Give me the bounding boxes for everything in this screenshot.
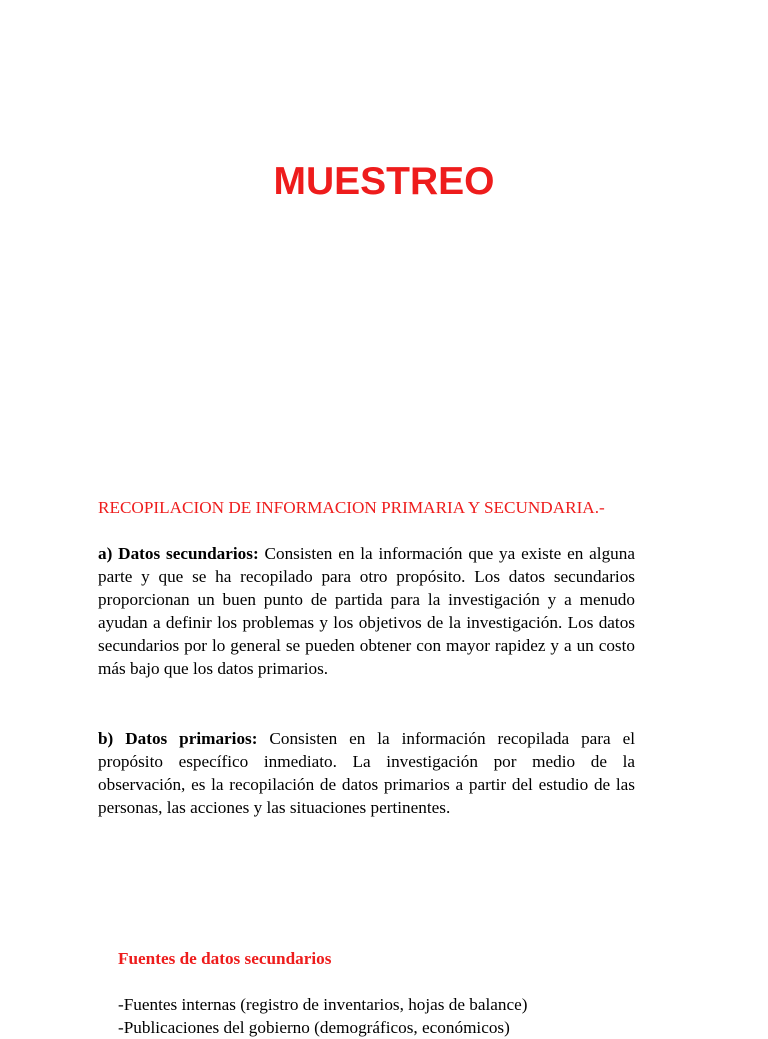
section-heading: RECOPILACION DE INFORMACION PRIMARIA Y SECUNDARIA.- xyxy=(98,498,605,517)
sources-heading: Fuentes de datos secundarios xyxy=(118,949,332,968)
primary-data-text: Consisten en la información recopilada para el propósito específico inmediato. La investigación por medio de la observación, es la recopilación de datos primarios a partir del estudio de las personas, las acciones y las situaciones pertinentes. xyxy=(98,729,635,817)
page-title: MUESTREO xyxy=(273,160,495,203)
primary-data-label: b) Datos primarios: xyxy=(98,729,258,748)
primary-data-paragraph xyxy=(98,727,635,819)
secondary-data-paragraph xyxy=(98,542,635,680)
source-item-government: -Publicaciones del gobierno (demográficos, económicos) xyxy=(118,1018,510,1037)
secondary-data-text: Consisten en la información que ya existe en alguna parte y que se ha recopilado para otro propósito. Los datos secundarios proporcionan un buen punto de partida para la investigación y a menudo ayudan a definir los problemas y los objetivos de la investigación. Los datos secundarios por lo general se pueden obtener con mayor rapidez y a un costo más bajo que los datos primarios. xyxy=(98,544,635,678)
secondary-data-label: a) Datos secundarios: xyxy=(98,544,259,563)
source-item-internal: -Fuentes internas (registro de inventarios, hojas de balance) xyxy=(118,995,528,1014)
